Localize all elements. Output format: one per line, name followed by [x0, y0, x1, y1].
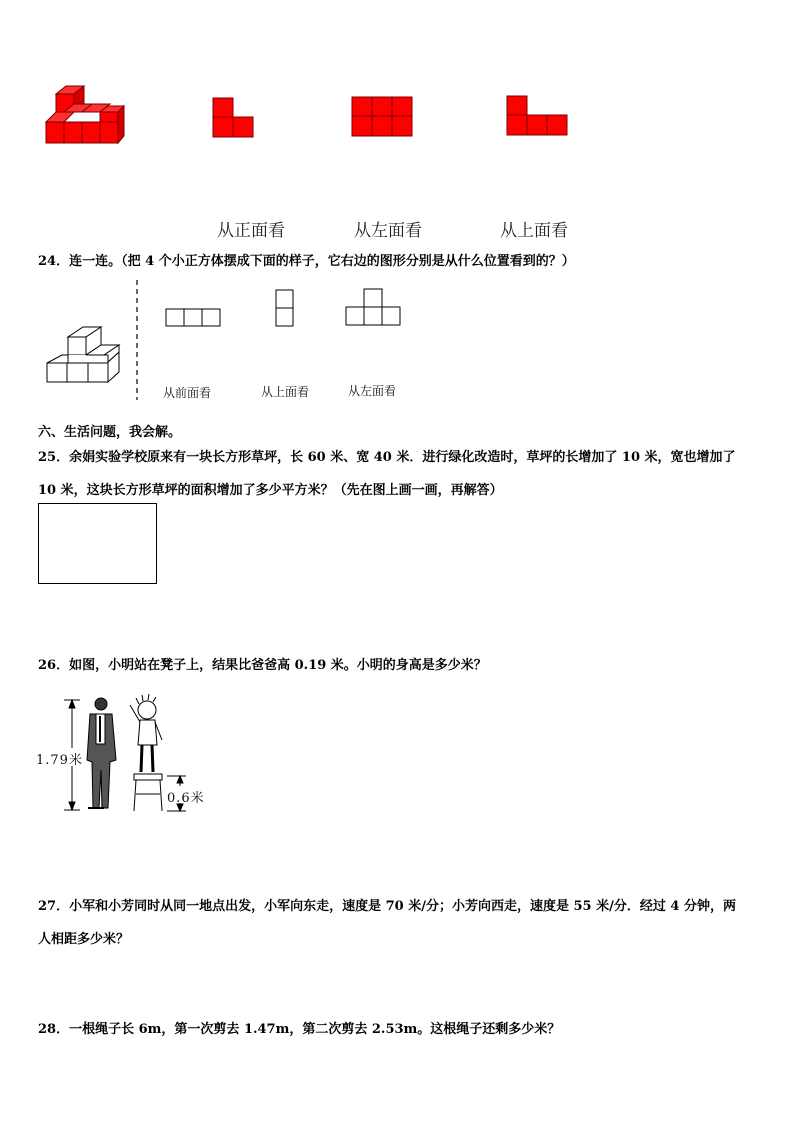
question-24: 24．连一连。（把 4 个小正方体摆成下面的样子，它右边的图形分别是从什么位置看到的？） [38, 254, 575, 269]
question-25-line2: 10 米，这块长方形草坪的面积增加了多少平方米？（先在图上画一画，再解答） [38, 483, 503, 498]
stool-height-label: 0.6米 [167, 791, 205, 806]
question-28: 28．一根绳子长 6m，第一次剪去 1.47m，第二次剪去 2.53m。这根绳子还剩多少米？ [38, 1022, 561, 1037]
question-26: 26．如图，小明站在凳子上，结果比爸爸高 0.19 米。小明的身高是多少米？ [38, 658, 487, 673]
q24-label-top: 从上面看 [261, 385, 310, 399]
view-label-top: 从上面看 [500, 221, 568, 241]
q24-label-left: 从左面看 [348, 384, 397, 398]
view-label-left: 从左面看 [354, 221, 422, 241]
dad-height-label: 1.79米 [36, 753, 83, 768]
question-25-line1: 25．余娟实验学校原来有一块长方形草坪，长 60 米、宽 40 米．进行绿化改造时，草坪的长增加了 10 米，宽也增加了 [38, 450, 736, 465]
view-label-front: 从正面看 [217, 221, 285, 241]
q24-label-front: 从前面看 [163, 386, 212, 400]
question-27-line2: 人相距多少米？ [38, 932, 130, 947]
question-27-line1: 27．小军和小芳同时从同一地点出发，小军向东走，速度是 70 米/分；小芳向西走，速度是 55 米/分．经过 4 分钟，两 [38, 899, 736, 914]
section-6-title: 六、生活问题，我会解。 [38, 425, 182, 440]
